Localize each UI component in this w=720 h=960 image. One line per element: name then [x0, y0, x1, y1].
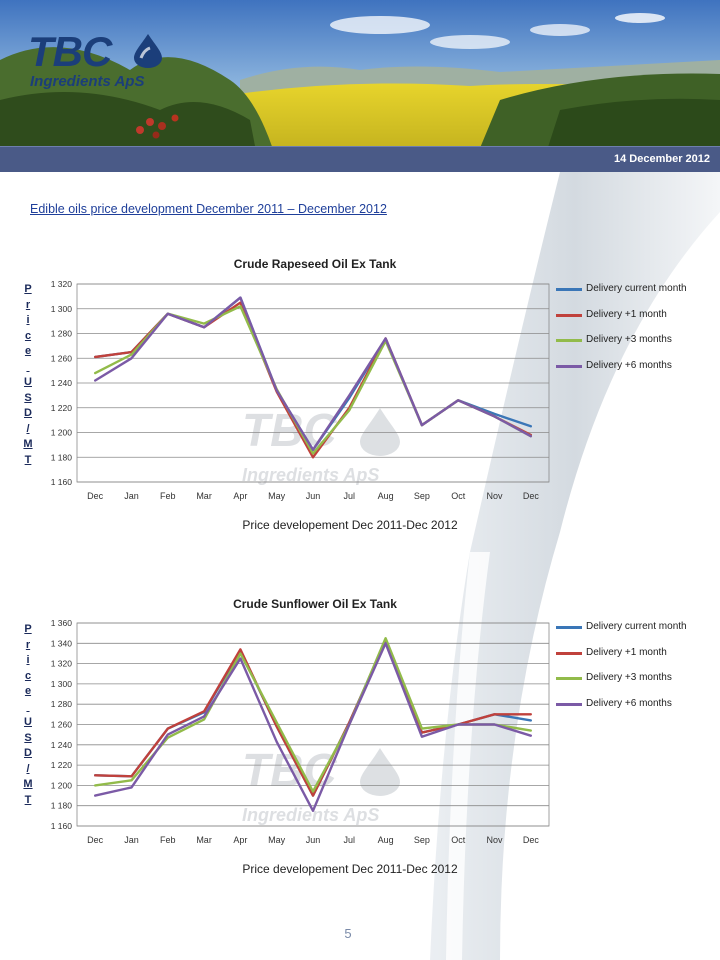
x-tick-label: Nov — [486, 491, 503, 501]
y-axis-label-char — [22, 360, 34, 376]
x-tick-label: Sep — [413, 491, 430, 501]
x-tick-label: Feb — [160, 491, 176, 501]
logo-text: TBC — [28, 28, 112, 75]
y-tick-label: 1 180 — [50, 800, 72, 811]
y-tick-label: 1 360 — [50, 618, 72, 628]
y-axis-label-char — [22, 700, 34, 716]
watermark — [242, 744, 400, 825]
y-axis-label-char: / — [26, 762, 30, 775]
x-tick-label: Nov — [486, 835, 503, 845]
y-axis-label-char: T — [24, 793, 32, 806]
legend-swatch — [556, 652, 582, 655]
y-tick-label: 1 240 — [50, 739, 72, 750]
x-tick-label: May — [268, 491, 286, 501]
x-tick-label: Dec — [87, 491, 104, 501]
legend-label: Delivery +1 month — [586, 308, 667, 320]
y-axis-label-char: P — [24, 623, 32, 635]
watermark-subtitle: Ingredients ApS — [242, 805, 380, 825]
legend-label: Delivery +6 months — [586, 359, 672, 371]
watermark-text: TBC — [242, 404, 337, 456]
watermark-drop-icon — [360, 748, 400, 796]
y-tick-label: 1 160 — [50, 477, 72, 487]
y-axis-label-char: D — [24, 407, 32, 419]
x-tick-label: Aug — [377, 835, 394, 845]
y-axis-label-char: r — [25, 298, 31, 311]
x-tick-label: Sep — [413, 835, 430, 845]
x-tick-label: Mar — [196, 491, 212, 501]
y-axis-label-char: i — [26, 314, 30, 326]
report-date: 14 December 2012 — [613, 153, 710, 165]
y-axis-label — [22, 282, 34, 468]
legend-swatch — [556, 626, 582, 629]
y-axis-label-char: T — [24, 453, 32, 466]
legend-swatch — [556, 339, 582, 342]
legend-swatch — [556, 314, 582, 317]
y-axis-label-char: M — [23, 438, 33, 450]
sunflower-chart-svg — [20, 590, 710, 890]
y-axis-label-char: r — [25, 638, 31, 651]
x-tick-label: Oct — [451, 491, 466, 501]
sunflower-chart — [20, 590, 710, 890]
y-tick-label: 1 260 — [50, 353, 72, 364]
y-axis-label-char: e — [24, 345, 32, 357]
logo-subtitle: Ingredients ApS — [30, 73, 145, 90]
x-tick-label: Mar — [196, 835, 212, 845]
legend-swatch — [556, 365, 582, 368]
y-axis-label-char: U — [24, 716, 32, 728]
page-number: 5 — [344, 926, 352, 941]
y-tick-label: 1 280 — [50, 328, 72, 339]
x-tick-label: May — [268, 835, 286, 845]
legend-label: Delivery +3 months — [586, 672, 672, 683]
y-tick-label: 1 300 — [50, 678, 72, 689]
y-axis-label-char: M — [23, 778, 33, 790]
y-axis-label-char: U — [24, 376, 32, 388]
y-tick-label: 1 340 — [50, 638, 72, 649]
y-axis-label — [22, 622, 34, 808]
watermark-subtitle: Ingredients ApS — [242, 465, 380, 485]
y-tick-label: 1 220 — [50, 402, 72, 413]
x-tick-label: Oct — [451, 835, 466, 845]
y-axis-label-char: / — [26, 422, 30, 435]
x-tick-label: Feb — [160, 835, 176, 845]
x-axis-label: Price developement Dec 2011-Dec 2012 — [242, 862, 458, 876]
y-tick-label: 1 240 — [50, 378, 72, 388]
header-banner — [0, 0, 720, 172]
watermark-text: TBC — [242, 744, 337, 796]
x-tick-label: Jan — [124, 835, 139, 845]
x-tick-label: Apr — [233, 835, 248, 845]
y-tick-label: 1 160 — [50, 821, 72, 831]
legend-label: Delivery current month — [586, 621, 687, 632]
legend-swatch — [556, 703, 582, 706]
y-axis-label-char: c — [24, 669, 32, 682]
x-tick-label: Jun — [305, 491, 321, 501]
y-tick-label: 1 180 — [50, 452, 72, 463]
chart-title: Crude Rapeseed Oil Ex Tank — [233, 257, 397, 271]
y-axis-label-char: D — [24, 747, 32, 759]
legend-swatch — [556, 288, 582, 291]
chart-title: Crude Sunflower Oil Ex Tank — [233, 597, 397, 611]
x-tick-label: Apr — [233, 491, 248, 501]
y-tick-label: 1 320 — [50, 658, 72, 669]
oil-drop-icon — [132, 32, 164, 68]
legend-label: Delivery +1 month — [586, 646, 667, 658]
y-tick-label: 1 300 — [50, 303, 72, 314]
y-axis-label-char: c — [24, 329, 32, 342]
y-tick-label: 1 220 — [50, 760, 72, 771]
x-tick-label: Dec — [522, 835, 539, 845]
y-tick-labels — [51, 279, 73, 487]
x-tick-label: Dec — [87, 835, 104, 845]
x-axis-label: Price developement Dec 2011-Dec 2012 — [242, 518, 458, 532]
y-tick-label: 1 200 — [50, 780, 72, 791]
y-axis-label-char: i — [26, 654, 30, 666]
y-axis-label-char: P — [24, 283, 32, 295]
section-title[interactable]: Edible oils price development December 2011 – December 2012 — [30, 202, 387, 216]
x-tick-label: Jun — [305, 835, 321, 845]
watermark-drop-icon — [360, 408, 400, 456]
date-bar — [0, 146, 720, 172]
y-tick-labels — [51, 618, 73, 831]
x-tick-label: Jul — [343, 835, 356, 845]
y-tick-label: 1 320 — [50, 279, 72, 289]
y-axis-label-char: S — [24, 391, 32, 404]
company-logo — [28, 30, 144, 90]
x-tick-labels — [87, 835, 539, 845]
rapeseed-chart-svg — [20, 250, 710, 550]
y-tick-label: 1 260 — [50, 719, 72, 730]
x-tick-labels — [87, 491, 539, 501]
x-tick-label: Dec — [522, 491, 539, 501]
rapeseed-chart — [20, 250, 710, 550]
x-tick-label: Jan — [124, 491, 139, 501]
x-tick-label: Aug — [377, 491, 394, 501]
x-tick-label: Jul — [343, 491, 356, 501]
y-tick-label: 1 280 — [50, 699, 72, 710]
legend-label: Delivery +3 months — [586, 334, 672, 345]
y-tick-label: 1 200 — [50, 427, 72, 438]
legend-swatch — [556, 677, 582, 680]
y-axis-label-char: e — [24, 685, 32, 697]
legend-label: Delivery +6 months — [586, 697, 672, 709]
legend-label: Delivery current month — [586, 283, 687, 294]
y-axis-label-char: S — [24, 731, 32, 744]
